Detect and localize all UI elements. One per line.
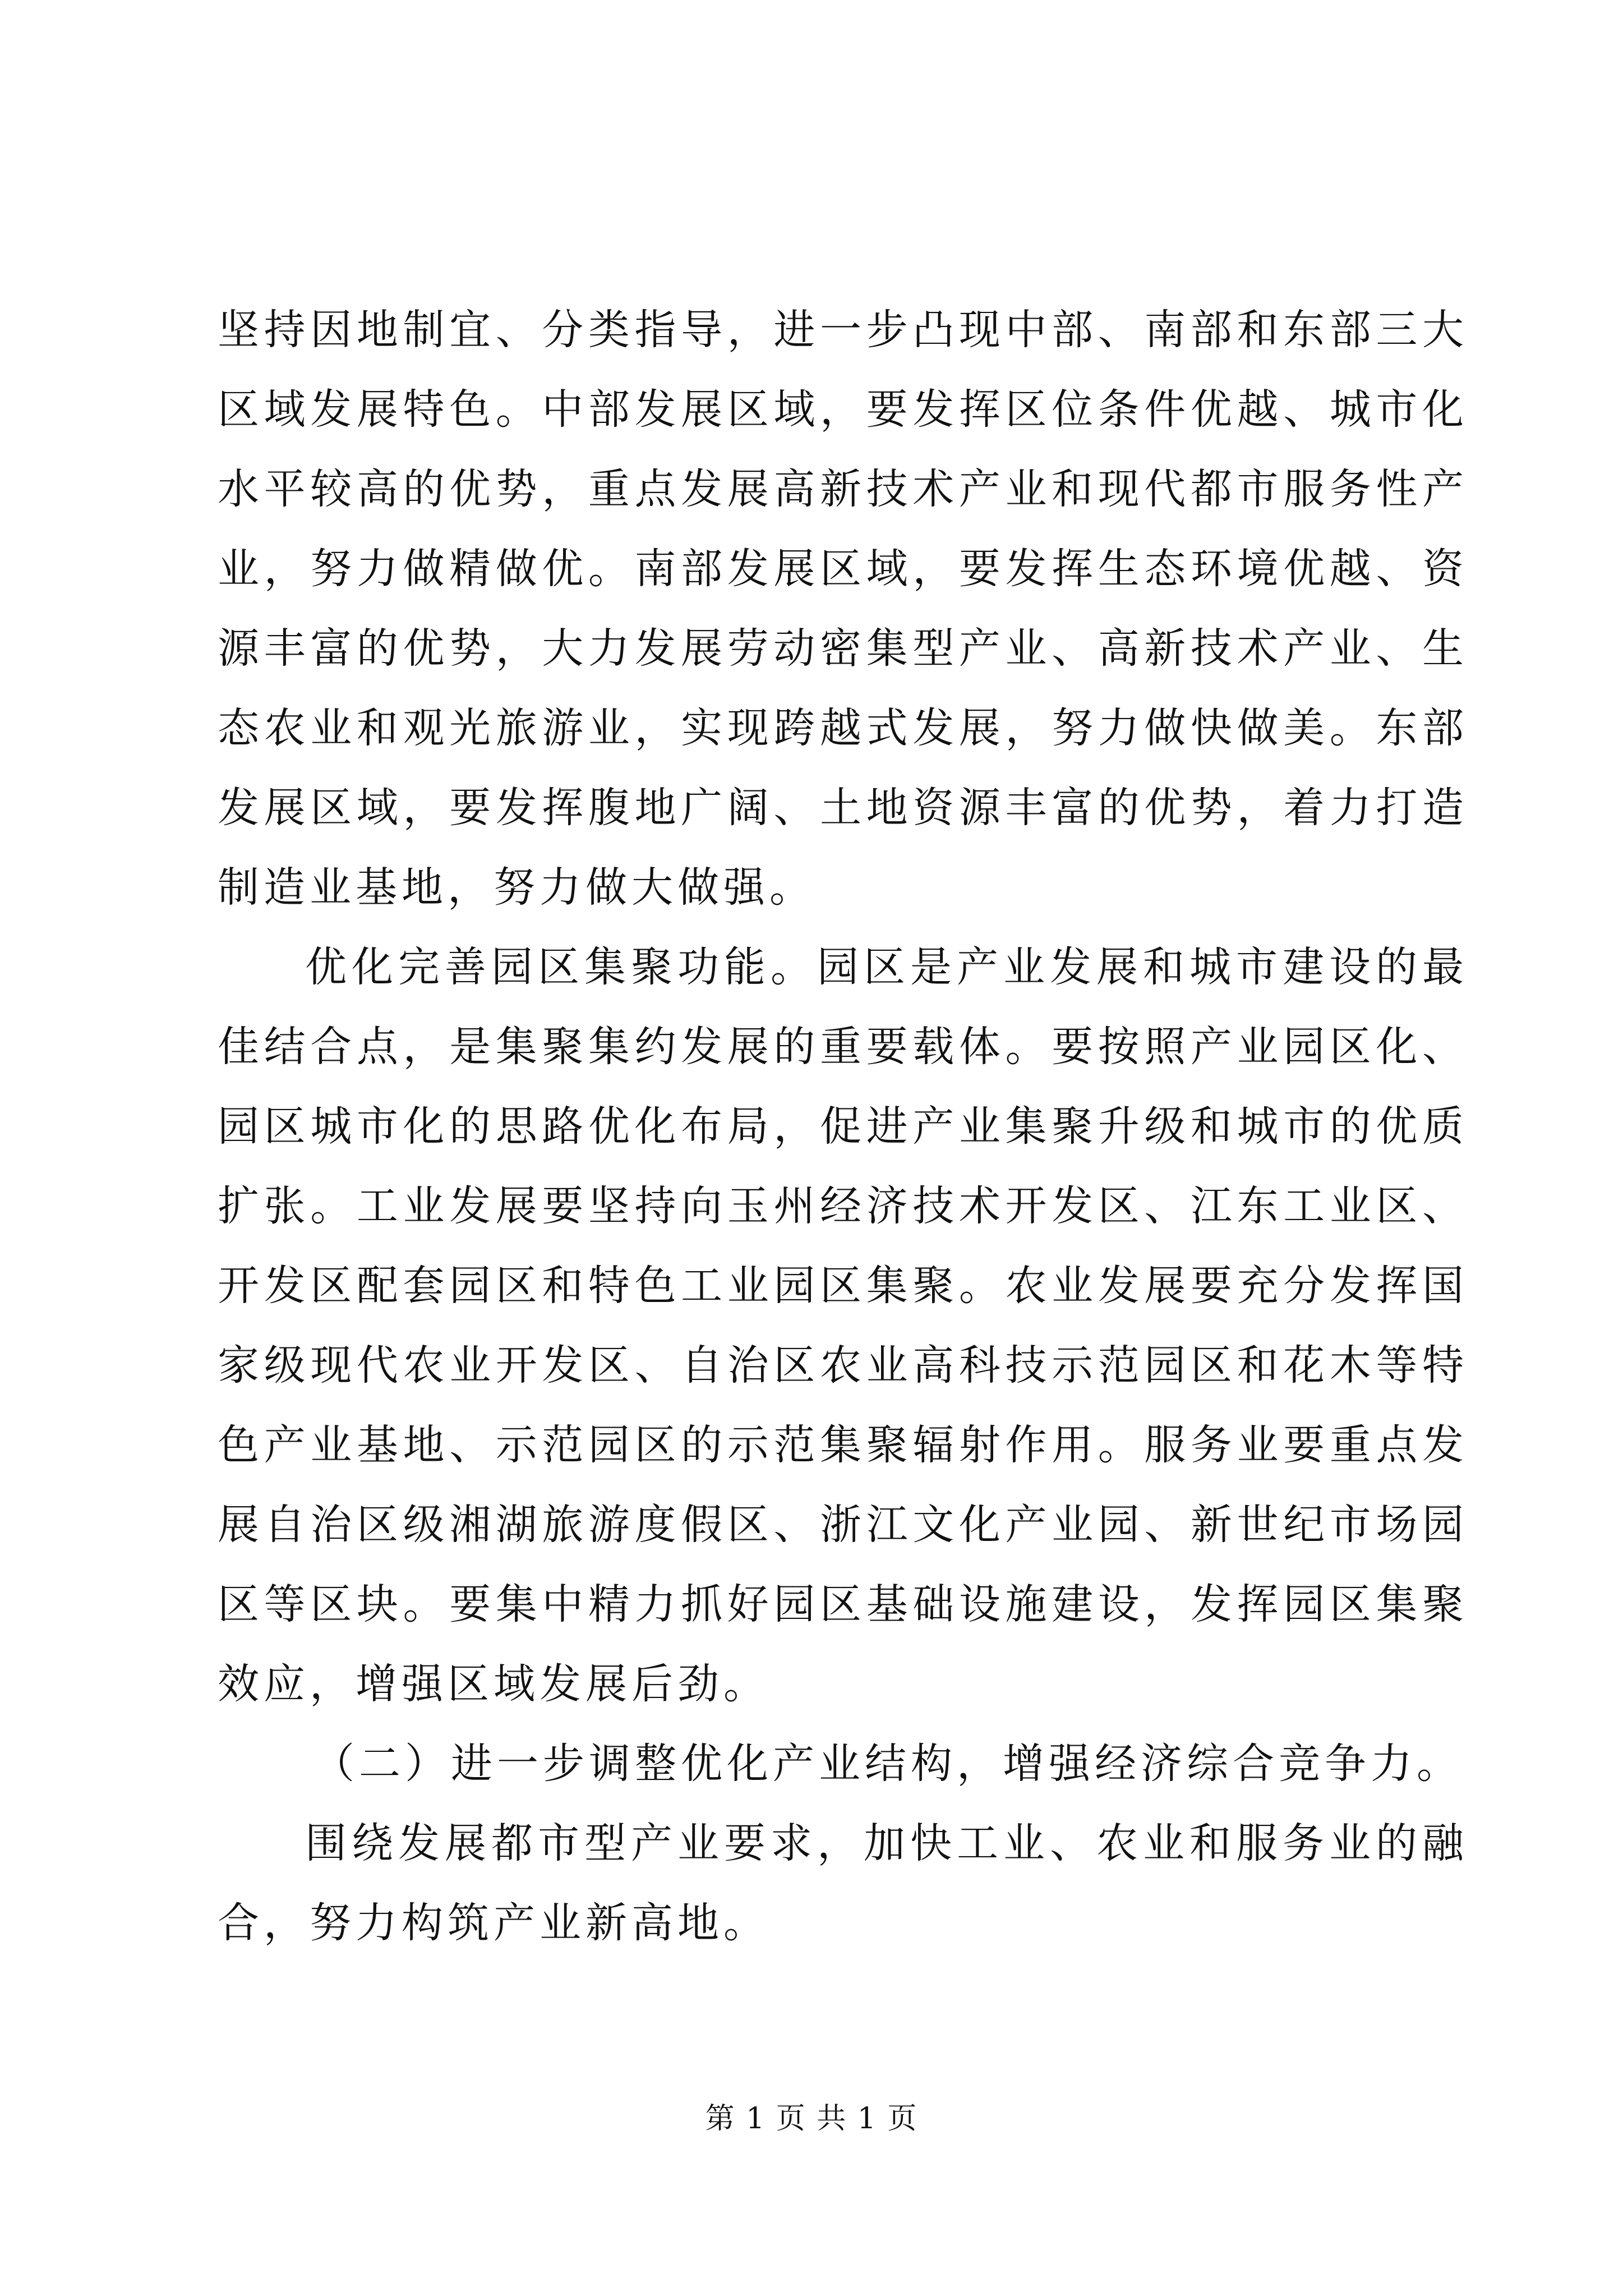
paragraph-industrial-parks: 优化完善园区集聚功能。园区是产业发展和城市建设的最佳结合点，是集聚集约发展的重要载体。要按照产业园区化、园区城市化的思路优化布局，促进产业集聚升级和城市的优质扩张。工业发展要坚持向玉州经济技术开发区、江东工业区、开发区配套园区和特色工业园区集聚。农业发展要充分发挥国家级现代农业开发区、自治区农业高科技示范园区和花木等特色产业基地、示范园区的示范集聚辐射作用。服务业要重点发展自治区级湘湖旅游度假区、浙江文化产业园、新世纪市场园区等区块。要集中精力抓好园区基础设施建设，发挥园区集聚效应，增强区域发展后劲。 xyxy=(218,943,1468,1708)
paragraph-regional-development: 坚持因地制宜、分类指导，进一步凸现中部、南部和东部三大区域发展特色。中部发展区域，要发挥区位条件优越、城市化水平较高的优势，重点发展高新技术产业和现代都市服务性产业，努力做精做优。南部发展区域，要发挥生态环境优越、资源丰富的优势，大力发展劳动密集型产业、高新技术产业、生态农业和观光旅游业，实现跨越式发展，努力做快做美。东部发展区域，要发挥腹地广阔、土地资源丰富的优势，着力打造制造业基地，努力做大做强。 xyxy=(218,306,1468,912)
section-heading-industrial-structure: （二）进一步调整优化产业结构，增强经济综合竞争力。 xyxy=(313,1740,1463,1788)
page-number-footer: 第 1 页 共 1 页 xyxy=(705,2102,918,2136)
document-body xyxy=(218,290,1468,1963)
paragraph-urban-industry: 围绕发展都市型产业要求，加快工业、农业和服务业的融合，努力构筑产业新高地。 xyxy=(218,1819,1468,1947)
